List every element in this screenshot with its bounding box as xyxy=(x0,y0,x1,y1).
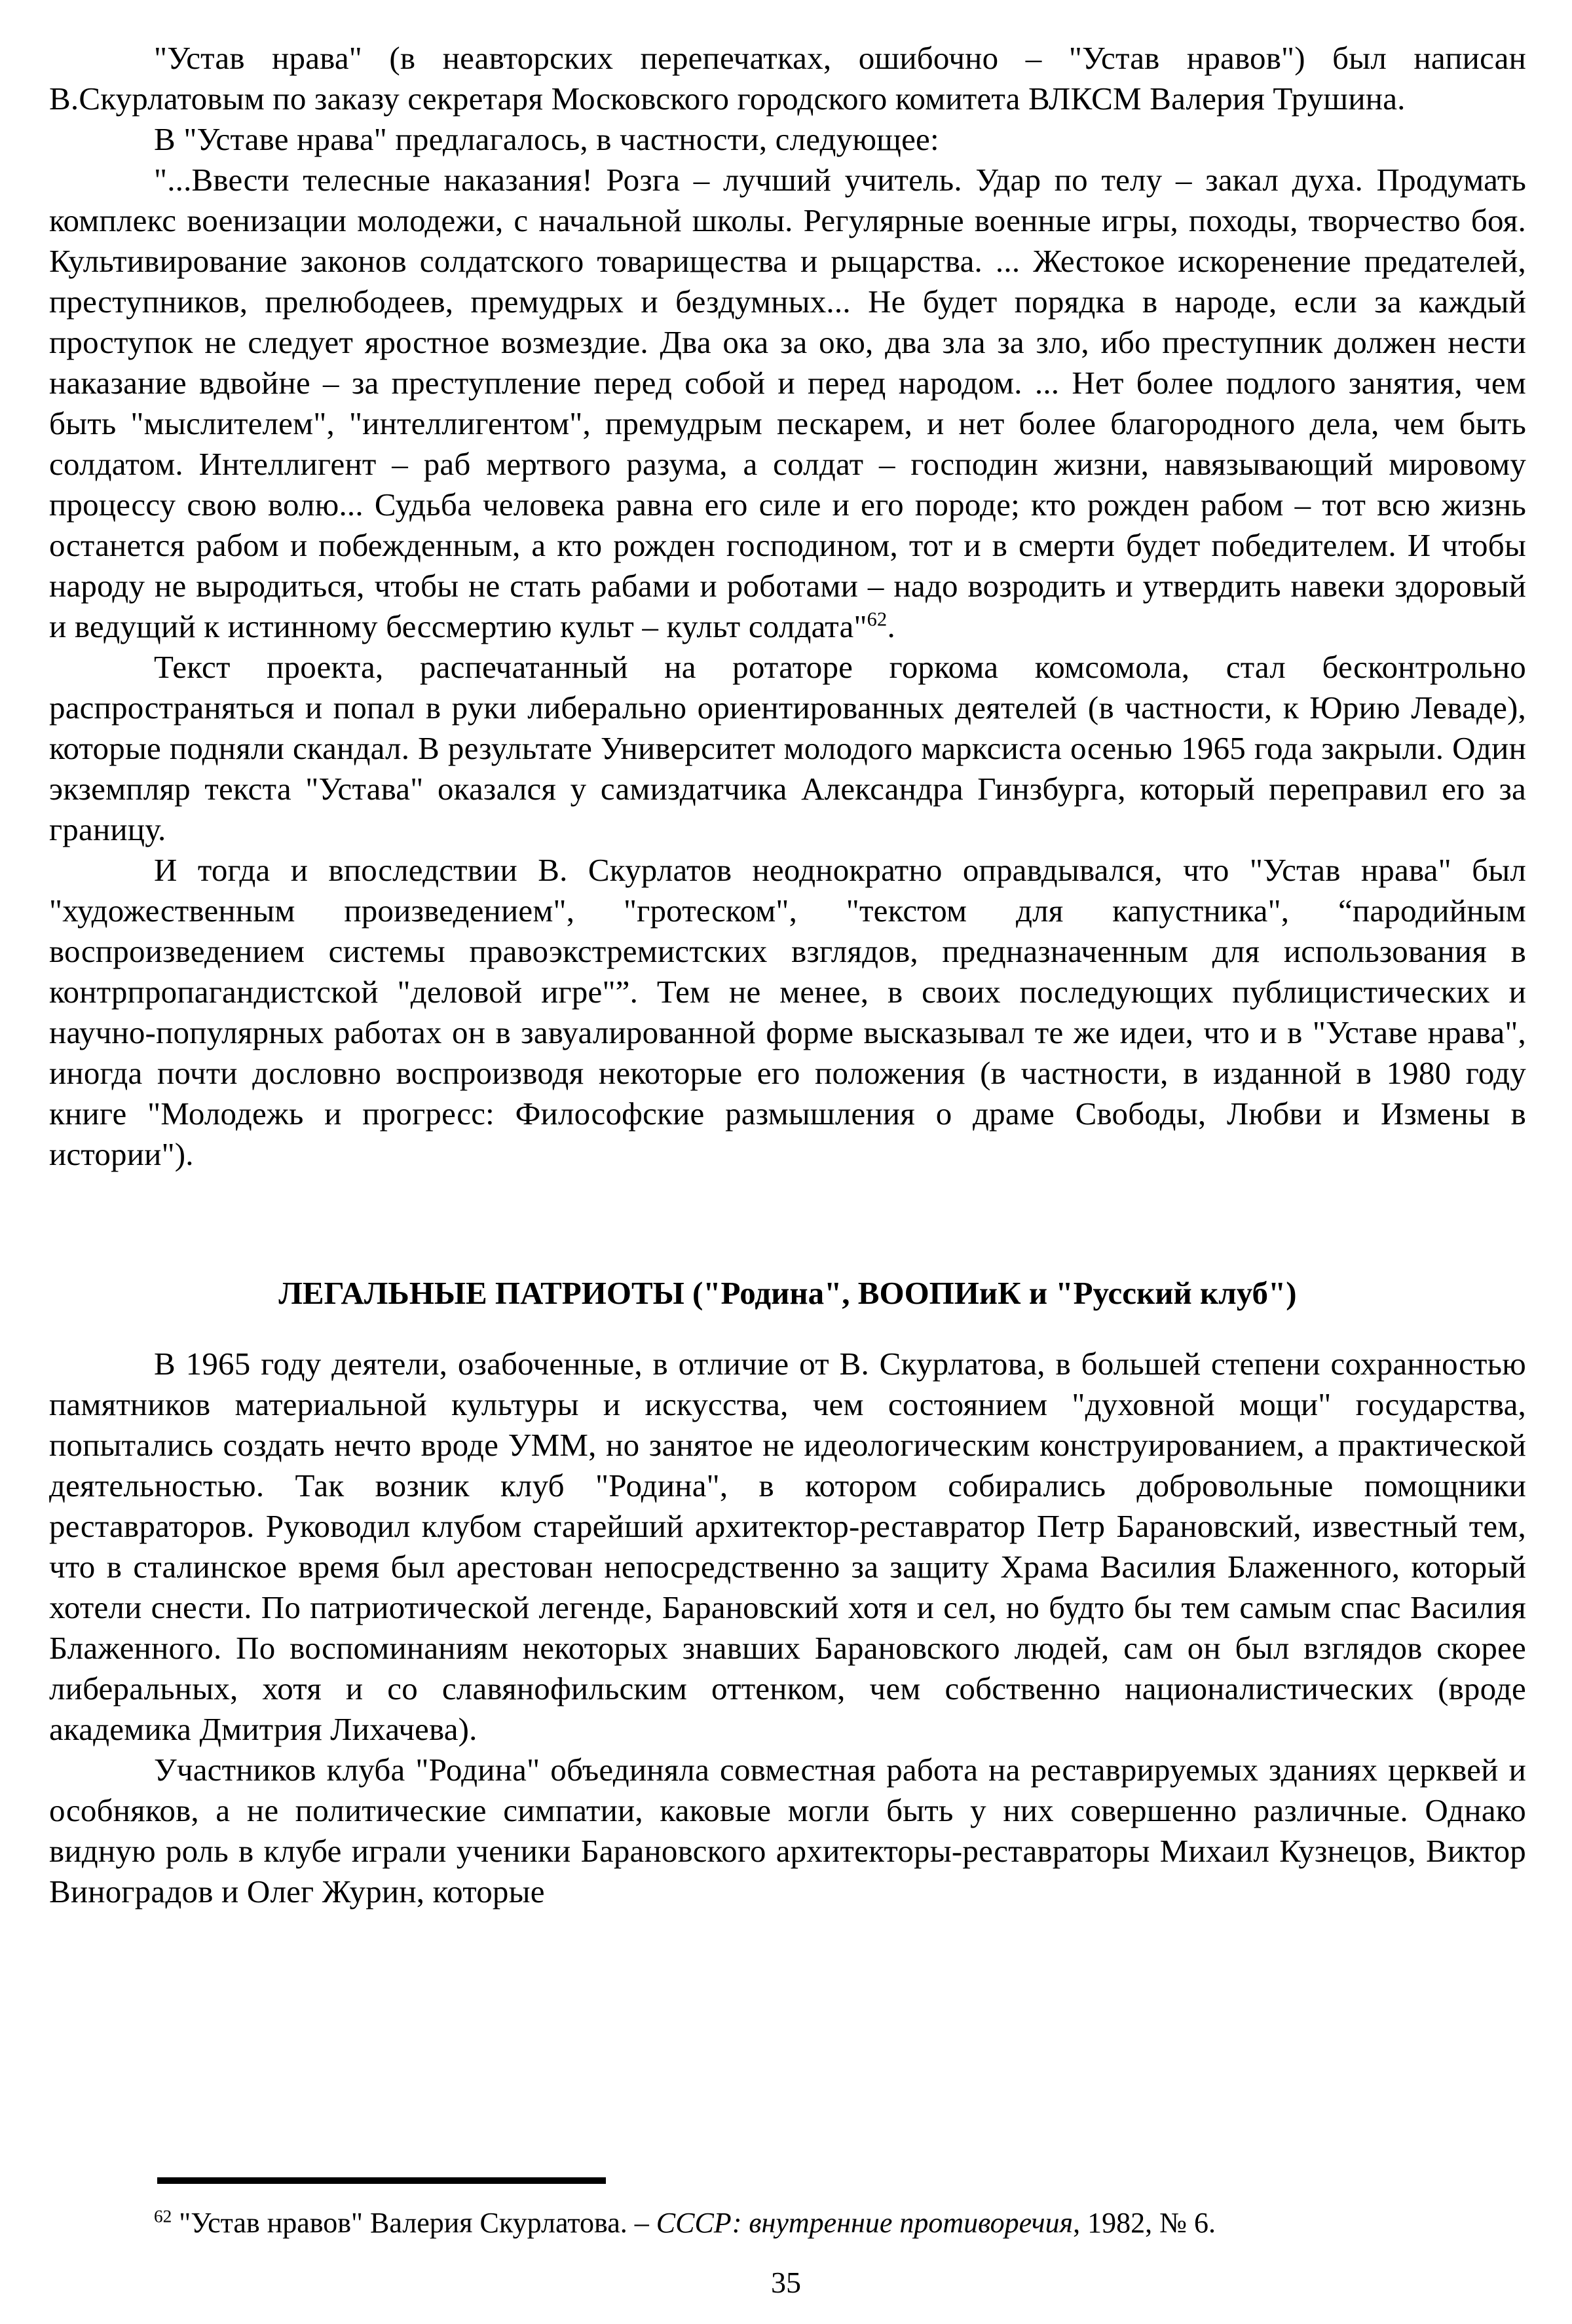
footnote-section xyxy=(49,2177,1526,2241)
paragraph-club-members xyxy=(49,1750,1526,1912)
footnote-separator-rule xyxy=(157,2177,606,2184)
page-body xyxy=(49,38,1526,1912)
paragraph-text-spread-text: Текст проекта, распечатанный на ротаторе горкома комсомола, стал бесконтрольно распространяться и попал в руки либерально ориентированных деятелей (в частности, к Юрию Леваде), которые подняли скандал. В результате Университет молодого марксиста осенью 1965 года закрыли. Один экземпляр текста "Устава" оказался у самиздатчика Александра Гинзбурга, который переправил его за границу. xyxy=(49,649,1526,847)
paragraph-lead-in-text: В "Уставе нрава" предлагалось, в частности, следующее: xyxy=(154,121,939,157)
footnote-62 xyxy=(49,2205,1526,2241)
paragraph-intro-text: "Устав нрава" (в неавторских перепечатках, ошибочно – "Устав нравов") был написан В.Скурлатовым по заказу секретаря Московского городского комитета ВЛКСМ Валерия Трушина. xyxy=(49,40,1526,117)
paragraph-text-spread xyxy=(49,647,1526,850)
footnote-62-tail: , 1982, № 6. xyxy=(1073,2207,1216,2239)
paragraph-justification xyxy=(49,850,1526,1175)
paragraph-rodina-club-text: В 1965 году деятели, озабоченные, в отличие от В. Скурлатова, в большей степени сохранностью памятников материальной культуры и искусства, чем состоянием "духовной мощи" государства, попытались создать нечто вроде УММ, но занятое не идеологическим конструированием, а практической деятельностью. Так возник клуб "Родина", в котором собирались добровольные помощники реставраторов. Руководил клубом старейший архитектор-реставратор Петр Барановский, известный тем, что в сталинское время был арестован непосредственно за защиту Храма Василия Блаженного, который хотели снести. По патриотической легенде, Барановский хотя и сел, но будто бы тем самым спас Василия Блаженного. По воспоминаниям некоторых знавших Барановского людей, сам он был взглядов скорее либеральных, хотя и со славянофильским оттенком, чем собственно националистических (вроде академика Дмитрия Лихачева). xyxy=(49,1346,1526,1747)
section-heading-legal-patriots: ЛЕГАЛЬНЫЕ ПАТРИОТЫ ("Родина", ВООПИиК и "Русский клуб") xyxy=(278,1275,1297,1311)
footnote-62-marker: 62 xyxy=(154,2206,172,2226)
footnote-62-source-title: СССР: внутренние противоречия xyxy=(656,2207,1074,2239)
footnote-reference-62: 62 xyxy=(867,608,888,631)
footnote-62-lead: "Устав нравов" Валерия Скурлатова. – xyxy=(172,2207,656,2239)
paragraph-lead-in xyxy=(49,119,1526,160)
paragraph-intro xyxy=(49,38,1526,119)
charter-quote-text: "...Ввести телесные наказания! Розга – лучший учитель. Удар по телу – закал духа. Продумать комплекс военизации молодежи, с начальной школы. Регулярные военные игры, походы, творчество боя. Культивирование законов солдатского товарищества и рыцарства. ... Жестокое искоренение предателей, преступников, прелюбодеев, премудрых и бездумных... Не будет порядка в народе, если за каждый проступок не следует яростное возмездие. Два ока за око, два зла за зло, ибо преступник должен нести наказание вдвойне – за преступление перед собой и перед народом. ... Нет более подлого занятия, чем быть "мыслителем", "интеллигентом", премудрым пескарем, и нет более благородного дела, чем быть солдатом. Интеллигент – раб мертвого разума, а солдат – господин жизни, навязывающий мировому процессу свою волю... Судьба человека равна его силе и его породе; кто рожден рабом – тот всю жизнь останется рабом и побежденным, а кто рожден господином, тот и в смерти будет победителем. И чтобы народу не выродиться, чтобы не стать рабами и роботами – надо возродить и утвердить навеки здоровый и ведущий к истинному бессмертию культ – культ солдата" xyxy=(49,162,1526,644)
paragraph-club-members-text: Участников клуба "Родина" объединяла совместная работа на реставрируемых зданиях церквей и особняков, а не политические симпатии, каковые могли быть у них совершенно различные. Однако видную роль в клубе играли ученики Барановского архитекторы-реставраторы Михаил Кузнецов, Виктор Виноградов и Олег Журин, которые xyxy=(49,1752,1526,1909)
page-number: 35 xyxy=(771,2266,801,2299)
paragraph-justification-text: И тогда и впоследствии В. Скурлатов неоднократно оправдывался, что "Устав нрава" был "художественным произведением", "гротеском", "текстом для капустника", “пародийным воспроизведением системы правоэкстремистских взглядов, предназначенным для использования в контрпропагандистской "деловой игре"”. Тем не менее, в своих последующих публицистических и научно-популярных работах он в завуалированной форме высказывал те же идеи, что и в "Уставе нрава", иногда почти дословно воспроизводя некоторые его положения (в частности, в изданной в 1980 году книге "Молодежь и прогресс: Философские размышления о драме Свободы, Любви и Измены в истории"). xyxy=(49,852,1526,1172)
paragraph-charter-quote xyxy=(49,160,1526,647)
charter-quote-tail: . xyxy=(887,608,895,644)
paragraph-rodina-club xyxy=(49,1344,1526,1750)
